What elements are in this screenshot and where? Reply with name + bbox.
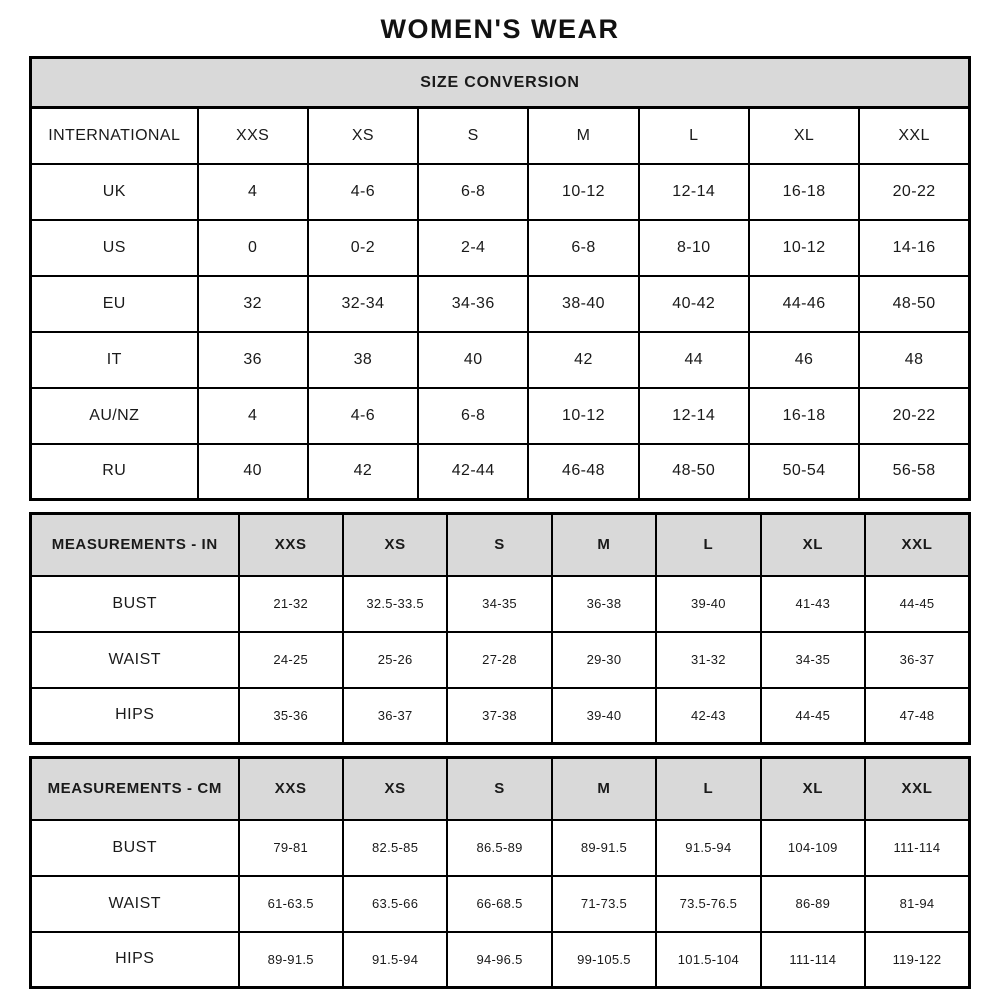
value-cell: 10-12 — [528, 388, 638, 444]
value-cell: 89-91.5 — [552, 820, 656, 876]
column-header-cell: XL — [761, 514, 865, 576]
row-label: BUST — [31, 576, 239, 632]
column-header-cell: L — [656, 514, 760, 576]
row-label: AU/NZ — [31, 388, 198, 444]
table-row — [31, 444, 970, 500]
value-cell: 21-32 — [239, 576, 343, 632]
value-cell: 24-25 — [239, 632, 343, 688]
value-cell: 16-18 — [749, 388, 859, 444]
row-label: RU — [31, 444, 198, 500]
value-cell: 48-50 — [639, 444, 749, 500]
row-label: WAIST — [31, 632, 239, 688]
value-cell: 63.5-66 — [343, 876, 447, 932]
size-conversion-table — [29, 56, 971, 501]
value-cell: 86-89 — [761, 876, 865, 932]
table-title-cell: MEASUREMENTS - CM — [31, 758, 239, 820]
value-cell: 0 — [198, 220, 308, 276]
value-cell: 47-48 — [865, 688, 969, 744]
value-cell: 29-30 — [552, 632, 656, 688]
column-header-cell: M — [528, 108, 638, 164]
value-cell: 111-114 — [761, 932, 865, 988]
value-cell: 4-6 — [308, 388, 418, 444]
value-cell: 91.5-94 — [656, 820, 760, 876]
value-cell: 14-16 — [859, 220, 969, 276]
value-cell: 40 — [418, 332, 528, 388]
measurements-in-table — [29, 512, 971, 745]
value-cell: 73.5-76.5 — [656, 876, 760, 932]
value-cell: 35-36 — [239, 688, 343, 744]
value-cell: 32 — [198, 276, 308, 332]
table-row — [31, 576, 970, 632]
table-header-row — [31, 758, 970, 820]
value-cell: 8-10 — [639, 220, 749, 276]
value-cell: 44 — [639, 332, 749, 388]
value-cell: 34-35 — [447, 576, 551, 632]
column-header-cell: XXL — [865, 514, 969, 576]
value-cell: 39-40 — [656, 576, 760, 632]
value-cell: 4-6 — [308, 164, 418, 220]
table-row — [31, 164, 970, 220]
value-cell: 48-50 — [859, 276, 969, 332]
value-cell: 6-8 — [528, 220, 638, 276]
column-header-cell: L — [656, 758, 760, 820]
value-cell: 39-40 — [552, 688, 656, 744]
value-cell: 94-96.5 — [447, 932, 551, 988]
value-cell: 86.5-89 — [447, 820, 551, 876]
value-cell: 36-38 — [552, 576, 656, 632]
value-cell: 34-35 — [761, 632, 865, 688]
value-cell: 44-45 — [761, 688, 865, 744]
table-row — [31, 932, 970, 988]
value-cell: 56-58 — [859, 444, 969, 500]
table-title-cell: MEASUREMENTS - IN — [31, 514, 239, 576]
value-cell: 38 — [308, 332, 418, 388]
value-cell: 12-14 — [639, 388, 749, 444]
value-cell: 20-22 — [859, 164, 969, 220]
table-row — [31, 876, 970, 932]
measurements-cm-table — [29, 756, 971, 989]
value-cell: 12-14 — [639, 164, 749, 220]
column-header-cell: XS — [343, 758, 447, 820]
table-row — [31, 632, 970, 688]
value-cell: 99-105.5 — [552, 932, 656, 988]
value-cell: 10-12 — [749, 220, 859, 276]
value-cell: 36-37 — [343, 688, 447, 744]
value-cell: 44-45 — [865, 576, 969, 632]
value-cell: 111-114 — [865, 820, 969, 876]
value-cell: 25-26 — [343, 632, 447, 688]
value-cell: 81-94 — [865, 876, 969, 932]
column-header-cell: XXS — [198, 108, 308, 164]
value-cell: 4 — [198, 164, 308, 220]
column-header-cell: L — [639, 108, 749, 164]
value-cell: 20-22 — [859, 388, 969, 444]
value-cell: 40-42 — [639, 276, 749, 332]
column-header-cell: XXL — [859, 108, 969, 164]
value-cell: 48 — [859, 332, 969, 388]
value-cell: 82.5-85 — [343, 820, 447, 876]
value-cell: 2-4 — [418, 220, 528, 276]
value-cell: 16-18 — [749, 164, 859, 220]
value-cell: 119-122 — [865, 932, 969, 988]
column-header-cell: XS — [343, 514, 447, 576]
size-conversion-header: SIZE CONVERSION — [31, 58, 970, 108]
column-header-cell: XXS — [239, 514, 343, 576]
page-title: WOMEN'S WEAR — [380, 14, 620, 44]
value-cell: 101.5-104 — [656, 932, 760, 988]
column-header-cell: XL — [749, 108, 859, 164]
column-header-row — [31, 108, 970, 164]
row-label: BUST — [31, 820, 239, 876]
value-cell: 32-34 — [308, 276, 418, 332]
value-cell: 10-12 — [528, 164, 638, 220]
row-label: IT — [31, 332, 198, 388]
row-label: HIPS — [31, 932, 239, 988]
column-header-cell: S — [447, 758, 551, 820]
table-row — [31, 220, 970, 276]
table-row — [31, 332, 970, 388]
value-cell: 44-46 — [749, 276, 859, 332]
value-cell: 34-36 — [418, 276, 528, 332]
table-header-row — [31, 58, 970, 108]
table-row — [31, 820, 970, 876]
value-cell: 41-43 — [761, 576, 865, 632]
value-cell: 38-40 — [528, 276, 638, 332]
value-cell: 71-73.5 — [552, 876, 656, 932]
value-cell: 104-109 — [761, 820, 865, 876]
value-cell: 61-63.5 — [239, 876, 343, 932]
value-cell: 42 — [308, 444, 418, 500]
table-row — [31, 688, 970, 744]
row-label: US — [31, 220, 198, 276]
column-header-cell: XL — [761, 758, 865, 820]
value-cell: 42-44 — [418, 444, 528, 500]
value-cell: 4 — [198, 388, 308, 444]
row-label: EU — [31, 276, 198, 332]
value-cell: 36-37 — [865, 632, 969, 688]
value-cell: 40 — [198, 444, 308, 500]
value-cell: 27-28 — [447, 632, 551, 688]
column-header-cell: XS — [308, 108, 418, 164]
column-header-cell: INTERNATIONAL — [31, 108, 198, 164]
column-header-cell: XXL — [865, 758, 969, 820]
value-cell: 50-54 — [749, 444, 859, 500]
table-row — [31, 276, 970, 332]
value-cell: 46 — [749, 332, 859, 388]
table-row — [31, 388, 970, 444]
value-cell: 79-81 — [239, 820, 343, 876]
row-label: HIPS — [31, 688, 239, 744]
value-cell: 6-8 — [418, 388, 528, 444]
value-cell: 6-8 — [418, 164, 528, 220]
value-cell: 89-91.5 — [239, 932, 343, 988]
value-cell: 0-2 — [308, 220, 418, 276]
column-header-cell: M — [552, 514, 656, 576]
value-cell: 46-48 — [528, 444, 638, 500]
table-header-row — [31, 514, 970, 576]
value-cell: 37-38 — [447, 688, 551, 744]
value-cell: 36 — [198, 332, 308, 388]
column-header-cell: S — [418, 108, 528, 164]
value-cell: 32.5-33.5 — [343, 576, 447, 632]
value-cell: 31-32 — [656, 632, 760, 688]
value-cell: 42 — [528, 332, 638, 388]
column-header-cell: M — [552, 758, 656, 820]
column-header-cell: XXS — [239, 758, 343, 820]
row-label: UK — [31, 164, 198, 220]
value-cell: 91.5-94 — [343, 932, 447, 988]
row-label: WAIST — [31, 876, 239, 932]
value-cell: 42-43 — [656, 688, 760, 744]
value-cell: 66-68.5 — [447, 876, 551, 932]
column-header-cell: S — [447, 514, 551, 576]
